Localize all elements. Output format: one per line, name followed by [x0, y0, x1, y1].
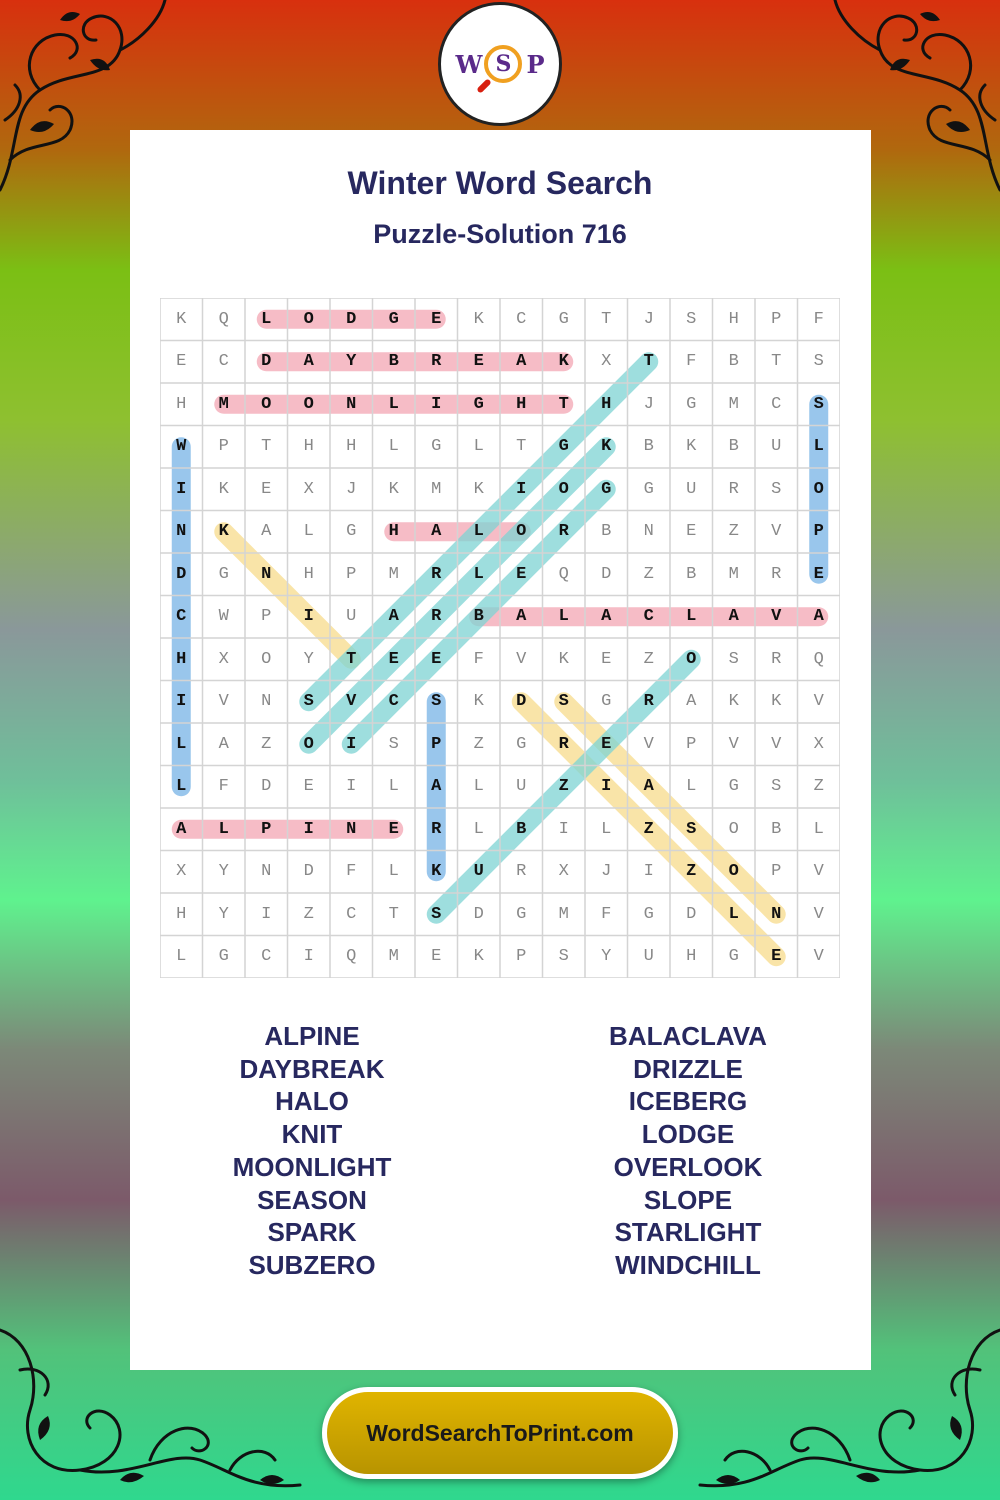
grid-cell[interactable]: G	[643, 904, 654, 924]
grid-cell[interactable]: I	[303, 819, 314, 839]
grid-cell[interactable]: L	[473, 522, 484, 542]
grid-cell[interactable]: M	[728, 564, 739, 584]
grid-cell[interactable]: F	[601, 904, 612, 924]
grid-cell[interactable]: I	[303, 607, 314, 627]
grid-cell[interactable]: Z	[643, 564, 654, 584]
grid-cell[interactable]: S	[686, 819, 697, 839]
grid-cell[interactable]: O	[261, 394, 272, 414]
word-list-item: STARLIGHT	[614, 1217, 762, 1248]
grid-cell[interactable]: P	[771, 862, 782, 882]
grid-cell[interactable]: I	[261, 904, 272, 924]
grid-cell[interactable]: Y	[218, 904, 229, 924]
grid-cell[interactable]: N	[261, 692, 272, 712]
grid-cell[interactable]: A	[388, 607, 399, 627]
grid-cell[interactable]: B	[643, 437, 654, 457]
grid-cell[interactable]: K	[218, 522, 229, 542]
grid-cell[interactable]: T	[643, 352, 654, 372]
grid-cell[interactable]: O	[558, 479, 569, 499]
grid-cell[interactable]: S	[558, 692, 569, 712]
grid-cell[interactable]: H	[686, 947, 697, 967]
grid-cell[interactable]: A	[728, 607, 739, 627]
grid-cell[interactable]: R	[431, 819, 442, 839]
grid-cell[interactable]: B	[601, 522, 612, 542]
grid-cell[interactable]: R	[431, 352, 442, 372]
grid-cell[interactable]: V	[813, 904, 824, 924]
grid-cell[interactable]: L	[388, 862, 399, 882]
grid-cell[interactable]: U	[686, 479, 697, 499]
word-list-item: BALACLAVA	[609, 1021, 767, 1051]
grid-cell[interactable]: N	[176, 522, 187, 542]
word-list-item: DAYBREAK	[239, 1053, 385, 1084]
magnifier-icon	[484, 45, 522, 83]
grid-cell[interactable]: U	[473, 862, 484, 882]
grid-cell[interactable]: L	[473, 437, 484, 457]
logo-letter-w: W	[455, 49, 483, 79]
grid-cell[interactable]: W	[176, 437, 187, 457]
grid-cell[interactable]: P	[261, 819, 272, 839]
grid-cell[interactable]: O	[261, 649, 272, 669]
grid-cell[interactable]: N	[261, 564, 272, 584]
word-list-item: SEASON	[257, 1184, 367, 1215]
grid-cell[interactable]: U	[771, 437, 782, 457]
grid-cell[interactable]: K	[218, 479, 229, 499]
grid-cell[interactable]: P	[771, 309, 782, 329]
grid-cell[interactable]: Z	[558, 777, 569, 797]
grid-cell[interactable]: S	[431, 904, 442, 924]
grid-cell[interactable]: I	[431, 394, 442, 414]
grid-cell[interactable]: W	[218, 607, 229, 627]
grid-cell[interactable]: B	[473, 607, 484, 627]
grid-cell[interactable]: V	[346, 692, 357, 712]
grid-cell[interactable]: L	[473, 777, 484, 797]
grid-cell[interactable]: A	[303, 352, 314, 372]
grid-cell[interactable]: K	[728, 692, 739, 712]
grid-cell[interactable]: K	[771, 692, 782, 712]
grid-cell[interactable]: D	[686, 904, 697, 924]
grid-cell[interactable]: A	[218, 734, 229, 754]
grid-cell[interactable]: K	[431, 862, 442, 882]
grid-cell[interactable]: I	[346, 777, 357, 797]
grid-cell[interactable]: I	[516, 479, 527, 499]
grid-cell[interactable]: T	[771, 352, 782, 372]
grid-cell[interactable]: X	[813, 734, 824, 754]
grid-cell[interactable]: M	[218, 394, 229, 414]
grid-cell[interactable]: D	[261, 352, 272, 372]
grid-cell[interactable]: G	[516, 904, 527, 924]
grid-cell[interactable]: F	[686, 352, 697, 372]
grid-cell[interactable]: C	[346, 904, 357, 924]
grid-cell[interactable]: I	[558, 819, 569, 839]
grid-cell[interactable]: R	[558, 734, 569, 754]
grid-cell[interactable]: H	[516, 394, 527, 414]
grid-cell[interactable]: V	[728, 734, 739, 754]
grid-cell[interactable]: E	[431, 649, 442, 669]
grid-cell[interactable]: P	[261, 607, 272, 627]
website-link-label[interactable]: WordSearchToPrint.com	[366, 1419, 634, 1446]
grid-cell[interactable]: K	[473, 947, 484, 967]
grid-cell[interactable]: D	[176, 564, 187, 584]
grid-cell[interactable]: V	[771, 607, 782, 627]
grid-cell[interactable]: S	[771, 479, 782, 499]
grid-cell[interactable]: R	[643, 692, 654, 712]
grid-cell[interactable]: L	[813, 437, 824, 457]
grid-cell[interactable]: R	[771, 649, 782, 669]
grid-cell[interactable]: M	[728, 394, 739, 414]
grid-cell[interactable]: I	[643, 862, 654, 882]
grid-cell[interactable]: A	[431, 522, 442, 542]
word-list-left	[162, 1020, 462, 1282]
grid-cell[interactable]: Q	[346, 947, 357, 967]
grid-cell[interactable]: S	[558, 947, 569, 967]
grid-cell[interactable]: S	[771, 777, 782, 797]
grid-cell[interactable]: Z	[303, 904, 314, 924]
wsp-logo[interactable]	[438, 2, 562, 126]
grid-cell[interactable]: L	[303, 522, 314, 542]
grid-cell[interactable]: E	[771, 947, 782, 967]
grid-cell[interactable]: I	[303, 947, 314, 967]
grid-cell[interactable]: B	[388, 352, 399, 372]
word-list-item: SLOPE	[643, 1184, 733, 1215]
word-list-item: HALO	[275, 1086, 349, 1117]
grid-cell[interactable]: M	[388, 947, 399, 967]
grid-cell[interactable]: U	[643, 947, 654, 967]
grid-cell[interactable]: L	[473, 819, 484, 839]
grid-cell[interactable]: E	[388, 819, 399, 839]
grid-cell[interactable]: C	[261, 947, 272, 967]
grid-cell[interactable]: L	[388, 394, 399, 414]
grid-cell[interactable]: Z	[473, 734, 484, 754]
grid-cell[interactable]: L	[261, 309, 272, 329]
grid-cell[interactable]: A	[601, 607, 612, 627]
grid-cell[interactable]: O	[303, 394, 314, 414]
word-list-right	[538, 1020, 838, 1282]
grid-cell[interactable]: F	[813, 309, 824, 329]
grid-cell[interactable]: E	[261, 479, 272, 499]
grid-cell[interactable]: V	[516, 649, 527, 669]
grid-cell[interactable]: D	[473, 904, 484, 924]
grid-cell[interactable]: N	[346, 819, 357, 839]
grid-cell[interactable]: F	[346, 862, 357, 882]
grid-cell[interactable]: V	[771, 734, 782, 754]
grid-cell[interactable]: T	[388, 904, 399, 924]
grid-cell[interactable]: C	[176, 607, 187, 627]
word-list-item: DRIZZLE	[633, 1053, 743, 1084]
grid-cell[interactable]: U	[346, 607, 357, 627]
grid-cell[interactable]: B	[771, 819, 782, 839]
grid-cell[interactable]: G	[346, 522, 357, 542]
grid-cell[interactable]: G	[218, 947, 229, 967]
grid-cell[interactable]: O	[303, 309, 314, 329]
grid-cell[interactable]: F	[473, 649, 484, 669]
grid-cell[interactable]: C	[771, 394, 782, 414]
grid-cell[interactable]: H	[176, 394, 187, 414]
grid-cell[interactable]: T	[346, 649, 357, 669]
grid-cell[interactable]: L	[728, 904, 739, 924]
grid-cell[interactable]: J	[643, 309, 654, 329]
grid-cell[interactable]: K	[686, 437, 697, 457]
grid-cell[interactable]: A	[516, 352, 527, 372]
grid-cell[interactable]: I	[346, 734, 357, 754]
grid-cell[interactable]: S	[686, 309, 697, 329]
grid-cell[interactable]: D	[261, 777, 272, 797]
grid-cell[interactable]: T	[516, 437, 527, 457]
grid-cell[interactable]: H	[388, 522, 399, 542]
grid-cell[interactable]: K	[473, 479, 484, 499]
grid-cell[interactable]: P	[346, 564, 357, 584]
grid-cell[interactable]: A	[516, 607, 527, 627]
grid-cell[interactable]: H	[176, 649, 187, 669]
grid-cell[interactable]: F	[218, 777, 229, 797]
grid-cell[interactable]: M	[558, 904, 569, 924]
grid-cell[interactable]: E	[601, 734, 612, 754]
grid-cell[interactable]: C	[388, 692, 399, 712]
grid-cell[interactable]: T	[601, 309, 612, 329]
grid-cell[interactable]: S	[813, 394, 824, 414]
grid-cell[interactable]: X	[176, 862, 187, 882]
puzzle-subtitle: Puzzle-Solution 716	[373, 219, 627, 249]
grid-cell[interactable]: K	[176, 309, 187, 329]
grid-cell[interactable]: C	[516, 309, 527, 329]
grid-cell[interactable]: G	[601, 479, 612, 499]
grid-cell[interactable]: O	[813, 479, 824, 499]
grid-cell[interactable]: J	[346, 479, 357, 499]
grid-cell[interactable]: I	[176, 692, 187, 712]
word-list-item: SUBZERO	[248, 1249, 376, 1280]
grid-cell[interactable]: K	[601, 437, 612, 457]
grid-cell[interactable]: H	[601, 394, 612, 414]
grid-cell[interactable]: E	[303, 777, 314, 797]
grid-cell[interactable]: U	[516, 777, 527, 797]
grid-cell[interactable]: Z	[643, 819, 654, 839]
grid-cell[interactable]: A	[643, 777, 654, 797]
grid-cell[interactable]: H	[303, 437, 314, 457]
grid-cell[interactable]: P	[686, 734, 697, 754]
grid-cell[interactable]: A	[686, 692, 697, 712]
word-list-item: SPARK	[267, 1217, 357, 1248]
grid-cell[interactable]: V	[813, 947, 824, 967]
grid-cell[interactable]: G	[643, 479, 654, 499]
word-list-item: WINDCHILL	[615, 1249, 761, 1280]
grid-cell[interactable]: L	[176, 947, 187, 967]
grid-cell[interactable]: J	[643, 394, 654, 414]
grid-cell[interactable]: K	[473, 309, 484, 329]
grid-cell[interactable]: L	[218, 819, 229, 839]
grid-cell[interactable]: V	[643, 734, 654, 754]
grid-cell[interactable]: P	[218, 437, 229, 457]
grid-cell[interactable]: I	[176, 479, 187, 499]
grid-cell[interactable]: H	[346, 437, 357, 457]
grid-cell[interactable]: D	[346, 309, 357, 329]
letter-grid	[160, 298, 840, 978]
grid-cell[interactable]: Z	[728, 522, 739, 542]
grid-cell[interactable]: B	[728, 437, 739, 457]
grid-cell[interactable]: G	[728, 947, 739, 967]
grid-cell[interactable]: X	[558, 862, 569, 882]
grid-cell[interactable]: I	[601, 777, 612, 797]
grid-cell[interactable]: N	[346, 394, 357, 414]
grid-cell[interactable]: O	[728, 819, 739, 839]
grid-cell[interactable]: Y	[601, 947, 612, 967]
grid-cell[interactable]: Q	[218, 309, 229, 329]
grid-cell[interactable]: L	[388, 777, 399, 797]
word-list-item: MOONLIGHT	[232, 1151, 392, 1182]
grid-cell[interactable]: N	[261, 862, 272, 882]
grid-cell[interactable]: V	[218, 692, 229, 712]
grid-cell[interactable]: Z	[686, 862, 697, 882]
grid-cell[interactable]: X	[218, 649, 229, 669]
grid-cell[interactable]: P	[516, 947, 527, 967]
grid-cell[interactable]: D	[303, 862, 314, 882]
grid-cell[interactable]: E	[601, 649, 612, 669]
word-list-item: KNIT	[281, 1119, 343, 1150]
grid-cell[interactable]: Y	[346, 352, 357, 372]
grid-cell[interactable]: V	[771, 522, 782, 542]
grid-cell[interactable]: G	[388, 309, 399, 329]
grid-cell[interactable]: H	[728, 309, 739, 329]
grid-cell[interactable]: Z	[813, 777, 824, 797]
grid-cell[interactable]: L	[176, 734, 187, 754]
logo-letter-p: P	[526, 49, 545, 79]
grid-cell[interactable]: E	[686, 522, 697, 542]
grid-cell[interactable]: E	[388, 649, 399, 669]
puzzle-title: Winter Word Search	[347, 165, 653, 201]
grid-cell[interactable]: V	[813, 692, 824, 712]
grid-cell[interactable]: L	[473, 564, 484, 584]
grid-cell[interactable]: K	[558, 649, 569, 669]
grid-cell[interactable]: B	[516, 819, 527, 839]
grid-cell[interactable]: L	[176, 777, 187, 797]
grid-cell[interactable]: E	[473, 352, 484, 372]
grid-cell[interactable]: K	[558, 352, 569, 372]
grid-cell[interactable]: A	[176, 819, 187, 839]
grid-cell[interactable]: G	[686, 394, 697, 414]
grid-cell[interactable]: A	[261, 522, 272, 542]
grid-cell[interactable]: N	[771, 904, 782, 924]
grid-cell[interactable]: N	[643, 522, 654, 542]
grid-cell[interactable]: R	[516, 862, 527, 882]
word-list-item: LODGE	[641, 1119, 735, 1150]
grid-cell[interactable]: R	[431, 607, 442, 627]
grid-cell[interactable]: Z	[261, 734, 272, 754]
grid-cell[interactable]: A	[813, 607, 824, 627]
grid-cell[interactable]: D	[601, 564, 612, 584]
grid-cell[interactable]: S	[431, 692, 442, 712]
grid-cell[interactable]: H	[303, 564, 314, 584]
grid-cell[interactable]: G	[516, 734, 527, 754]
word-list-item: ICEBERG	[628, 1086, 748, 1117]
grid-cell[interactable]: G	[558, 437, 569, 457]
grid-cell[interactable]: S	[303, 692, 314, 712]
grid-cell[interactable]: Y	[218, 862, 229, 882]
grid-cell[interactable]: E	[431, 947, 442, 967]
grid-cell[interactable]: X	[303, 479, 314, 499]
grid-cell[interactable]: M	[388, 564, 399, 584]
grid-cell[interactable]: C	[218, 352, 229, 372]
grid-cell[interactable]: L	[388, 437, 399, 457]
grid-cell[interactable]: K	[388, 479, 399, 499]
word-list-item: OVERLOOK	[613, 1151, 763, 1182]
grid-cell[interactable]: E	[813, 564, 824, 584]
logo-letter-s: S	[495, 51, 512, 77]
grid-cell[interactable]: O	[516, 522, 527, 542]
grid-cell[interactable]: M	[431, 479, 442, 499]
grid-cell[interactable]: C	[643, 607, 654, 627]
grid-cell[interactable]: E	[516, 564, 527, 584]
grid-cell[interactable]: O	[303, 734, 314, 754]
grid-cell[interactable]: S	[813, 352, 824, 372]
grid-cell[interactable]: R	[558, 522, 569, 542]
grid-cell[interactable]: L	[601, 819, 612, 839]
grid-cell[interactable]: G	[601, 692, 612, 712]
grid-cell[interactable]: R	[771, 564, 782, 584]
grid-cell[interactable]: G	[558, 309, 569, 329]
grid-cell[interactable]: G	[728, 777, 739, 797]
grid-cell[interactable]: B	[686, 564, 697, 584]
grid-cell[interactable]: P	[813, 522, 824, 542]
grid-cell[interactable]: J	[601, 862, 612, 882]
grid-cell[interactable]: T	[558, 394, 569, 414]
grid-cell[interactable]: A	[431, 777, 442, 797]
grid-cell[interactable]: T	[261, 437, 272, 457]
grid-cell[interactable]: D	[516, 692, 527, 712]
grid-cell[interactable]: V	[813, 862, 824, 882]
grid-cell[interactable]: S	[728, 649, 739, 669]
grid-cell[interactable]: Q	[813, 649, 824, 669]
grid-cell[interactable]: Z	[643, 649, 654, 669]
grid-cell[interactable]: L	[813, 819, 824, 839]
website-button[interactable]	[322, 1387, 678, 1479]
grid-cell[interactable]: P	[431, 734, 442, 754]
grid-cell[interactable]: L	[686, 607, 697, 627]
grid-cell[interactable]: G	[431, 437, 442, 457]
grid-cell[interactable]: Q	[558, 564, 569, 584]
word-list-item: ALPINE	[264, 1021, 360, 1051]
grid-cell[interactable]: B	[728, 352, 739, 372]
grid-cell[interactable]: X	[601, 352, 612, 372]
grid-cell[interactable]: G	[473, 394, 484, 414]
grid-cell[interactable]: O	[686, 649, 697, 669]
grid-cell[interactable]: O	[728, 862, 739, 882]
grid-cell[interactable]: L	[558, 607, 569, 627]
grid-cell[interactable]: L	[686, 777, 697, 797]
grid-cell[interactable]: S	[388, 734, 399, 754]
grid-cell[interactable]: K	[473, 692, 484, 712]
grid-cell[interactable]: Y	[303, 649, 314, 669]
grid-cell[interactable]: R	[728, 479, 739, 499]
grid-cell[interactable]: R	[431, 564, 442, 584]
grid-cell[interactable]: E	[176, 352, 187, 372]
grid-cell[interactable]: G	[218, 564, 229, 584]
grid-cell[interactable]: H	[176, 904, 187, 924]
grid-cell[interactable]: E	[431, 309, 442, 329]
